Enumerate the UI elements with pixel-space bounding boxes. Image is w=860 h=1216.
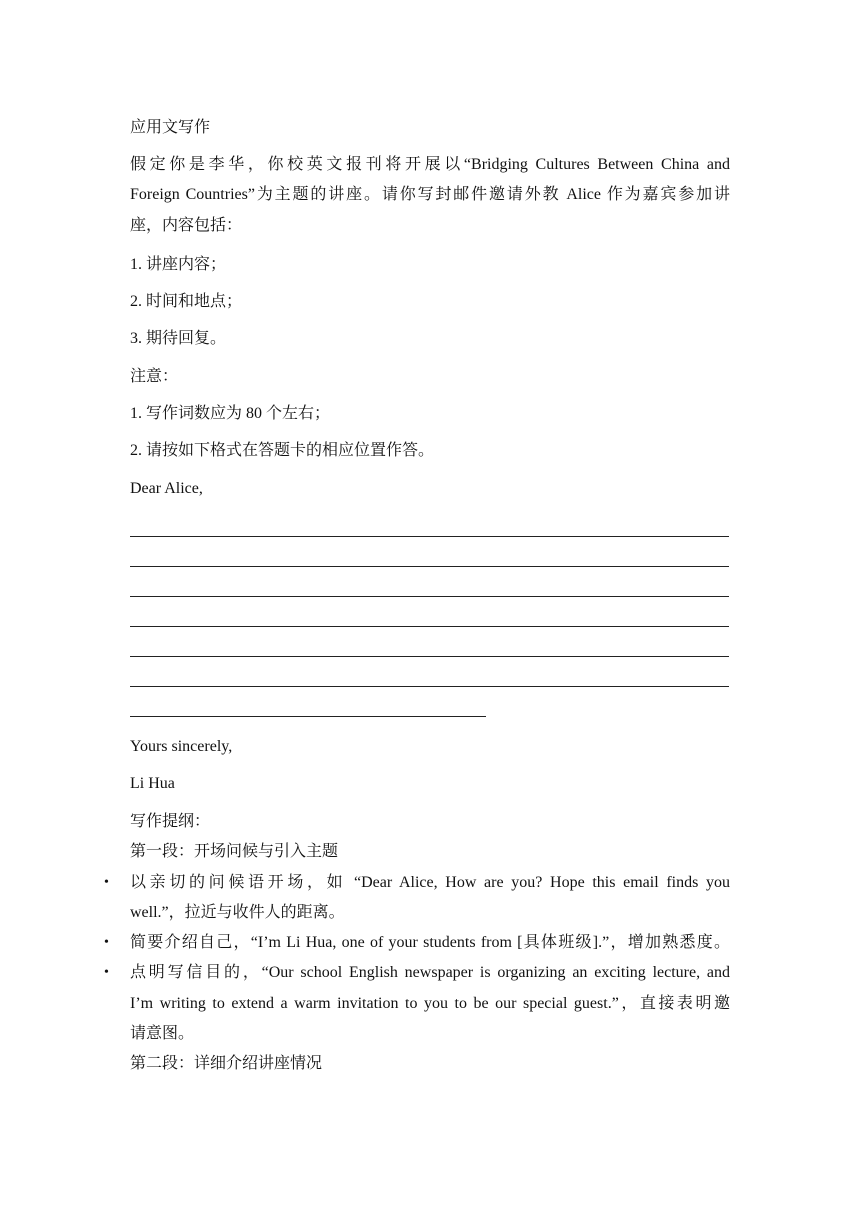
answer-line	[130, 656, 729, 657]
content-item-1: 1. 讲座内容；	[130, 256, 227, 273]
answer-line	[130, 686, 729, 687]
outline-title: 写作提纲：	[130, 813, 211, 830]
outline-bullet-1-line-1: 以亲切的问候语开场，如 “Dear Alice, How are you? Hope this email finds you	[130, 874, 730, 891]
answer-line	[130, 566, 729, 567]
notes-label: 注意：	[130, 368, 179, 385]
heading: 应用文写作	[130, 119, 211, 136]
answer-line	[130, 626, 729, 627]
note-item-1: 1. 写作词数应为 80 个左右；	[130, 405, 331, 422]
letter-salutation: Dear Alice,	[130, 480, 203, 497]
answer-line	[130, 536, 729, 537]
outline-para2-title: 第二段：详细介绍讲座情况	[130, 1055, 323, 1072]
letter-closing: Yours sincerely,	[130, 738, 233, 755]
outline-bullet-3-line-2: I’m writing to extend a warm invitation to you to be our special guest.”，直接表明邀	[130, 995, 730, 1012]
note-item-2: 2. 请按如下格式在答题卡的相应位置作答。	[130, 442, 435, 459]
content-item-3: 3. 期待回复。	[130, 330, 227, 347]
answer-line-short	[130, 716, 486, 717]
outline-para1-title: 第一段：开场问候与引入主题	[130, 843, 339, 860]
bullet-dot: •	[104, 875, 109, 890]
bullet-dot: •	[104, 965, 109, 980]
content-item-2: 2. 时间和地点；	[130, 293, 243, 310]
prompt-line-2: Foreign Countries”为主题的讲座。请你写封邮件邀请外教 Alice 作为嘉宾参加讲	[130, 186, 730, 203]
prompt-line-1: 假定你是李华，你校英文报刊将开展以“Bridging Cultures Between China and	[130, 156, 730, 173]
prompt-line-3: 座，内容包括：	[130, 217, 243, 234]
answer-line	[130, 596, 729, 597]
outline-bullet-3-line-3: 请意图。	[130, 1025, 195, 1042]
outline-bullet-1-line-2: well.”，拉近与收件人的距离。	[130, 904, 345, 921]
outline-bullet-3-line-1: 点明写信目的，“Our school English newspaper is organizing an exciting lecture, and	[130, 964, 730, 981]
bullet-dot: •	[104, 935, 109, 950]
letter-signature: Li Hua	[130, 775, 175, 792]
outline-bullet-2-line-1: 简要介绍自己，“I’m Li Hua, one of your students from [具体班级].”，增加熟悉度。	[130, 934, 730, 951]
